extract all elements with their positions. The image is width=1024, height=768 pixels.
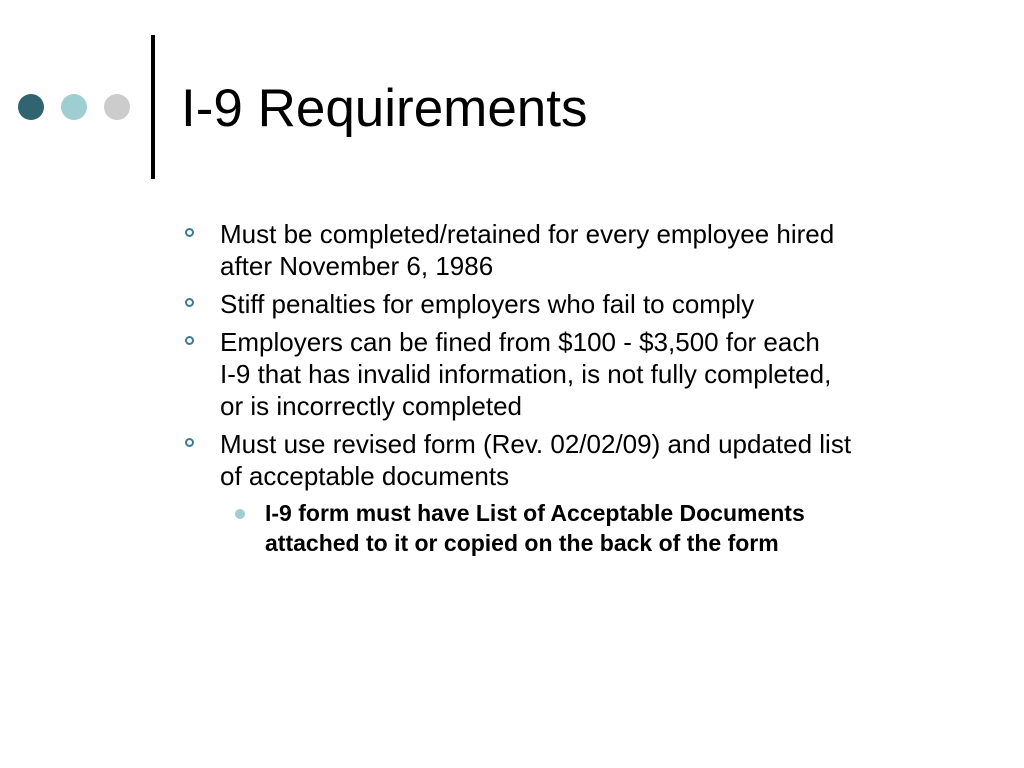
bullet-text-line: after November 6, 1986 xyxy=(220,251,494,281)
ring-bullet-icon xyxy=(185,298,194,307)
bullet-list xyxy=(180,218,970,558)
sub-bullet-text-line: I-9 form must have List of Acceptable Documents xyxy=(265,500,805,526)
title-divider xyxy=(151,35,155,179)
dark-teal-dot-icon xyxy=(18,94,44,120)
slide-title: I-9 Requirements xyxy=(181,79,588,138)
bullet-text-line: Must use revised form (Rev. 02/02/09) and updated list xyxy=(220,429,852,459)
bullet-text-line: Stiff penalties for employers who fail to comply xyxy=(220,289,755,319)
bullet-item-retention xyxy=(180,218,970,282)
ring-bullet-icon xyxy=(185,228,194,237)
bullet-text-line: I-9 that has invalid information, is not fully completed, xyxy=(220,359,832,389)
bullet-text-line: or is incorrectly completed xyxy=(220,391,522,421)
bullet-text-line: of acceptable documents xyxy=(220,461,510,491)
sub-bullet-item-acceptable-documents xyxy=(180,498,970,558)
ring-bullet-icon xyxy=(185,438,194,447)
bullet-text-line: Employers can be fined from $100 - $3,500 for each xyxy=(220,327,820,357)
bullet-item-revised-form xyxy=(180,428,970,492)
bullet-item-penalties xyxy=(180,288,970,320)
bullet-text-line: Must be completed/retained for every employee hired xyxy=(220,219,835,249)
dot-bullet-icon xyxy=(235,509,245,519)
gray-dot-icon xyxy=(104,94,130,120)
ring-bullet-icon xyxy=(185,336,194,345)
bullet-item-fines xyxy=(180,326,970,422)
sub-bullet-text-line: attached to it or copied on the back of the form xyxy=(265,530,779,556)
light-teal-dot-icon xyxy=(61,94,87,120)
